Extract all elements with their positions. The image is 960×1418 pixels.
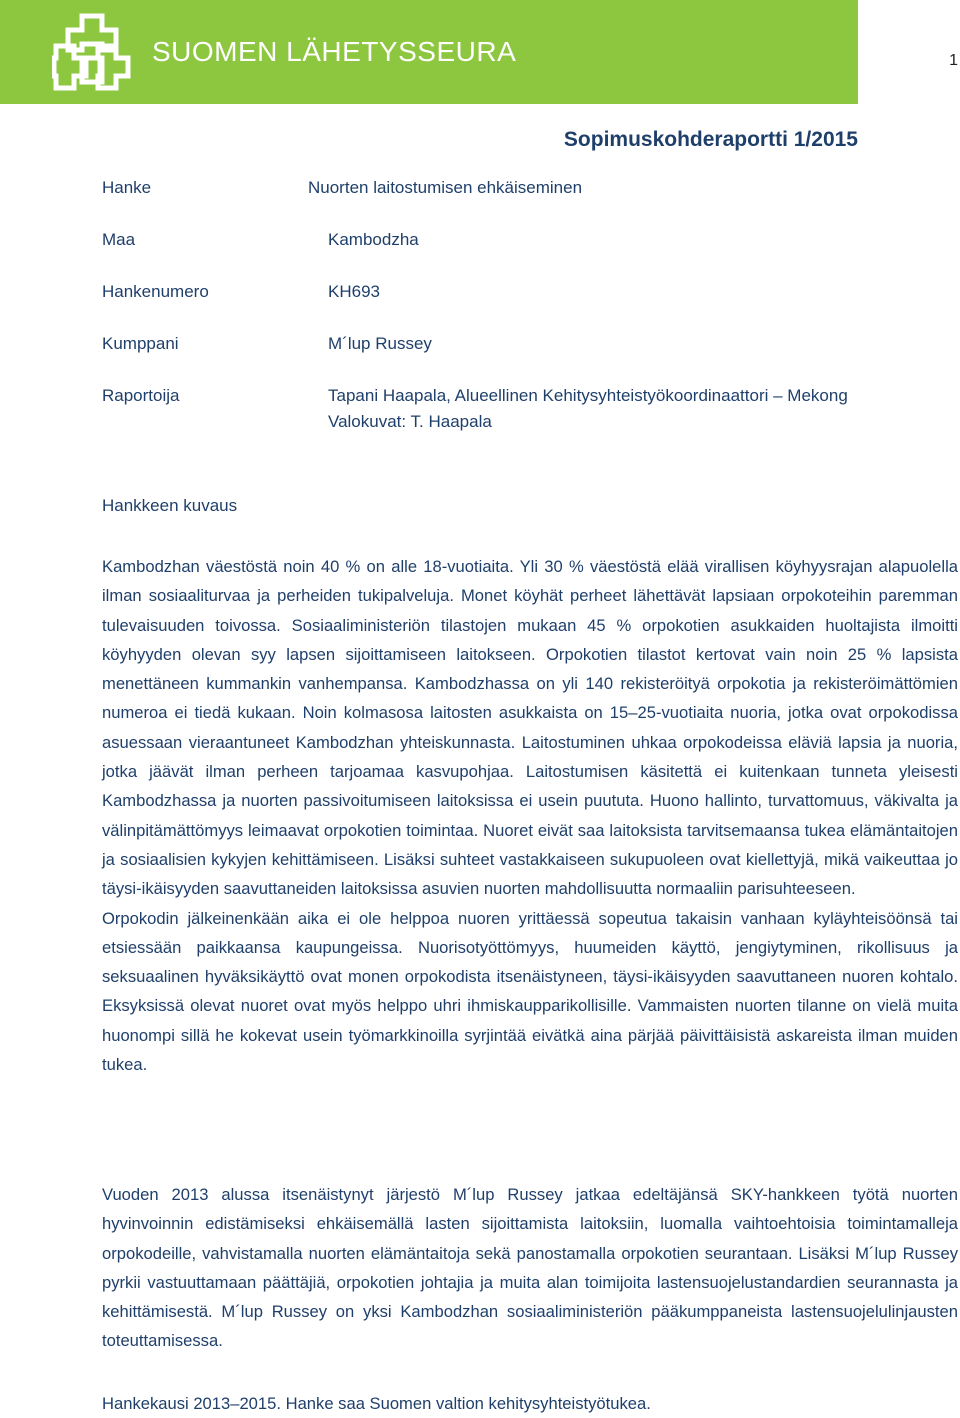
kumppani-value: M´lup Russey bbox=[328, 334, 432, 353]
header-banner bbox=[0, 0, 858, 104]
paragraph: Vuoden 2013 alussa itsenäistynyt järjestö M´lup Russey jatkaa edeltäjänsä SKY-hankkeen työtä nuorten hyvinvoinnin edistämiseksi ehkäisemällä lasten sijoittamista laitoksiin, luomalla vaihtoehtoisia toimintamalleja orpokodeille, vahvistamalla nuorten elämäntaitoja sekä panostamalla orpokotien seurantaan. Lisäksi M´lup Russey pyrkii vastuuttamaan päättäjiä, orpokotien johtajia ja muita alan toimijoita lastensuojelustandardien seurannasta ja kehittämisestä. M´lup Russey on yksi Kambodzhan sosiaaliministeriön pääkumppaneista lastensuojelulinjausten toteuttamisessa. bbox=[102, 1185, 958, 1351]
project-period: Hankekausi 2013–2015. Hanke saa Suomen valtion kehitysyhteistyötukea. bbox=[102, 1394, 651, 1413]
maa-value: Kambodzha bbox=[328, 230, 419, 249]
hanke-value: Nuorten laitostumisen ehkäiseminen bbox=[308, 178, 583, 197]
description-body bbox=[102, 552, 958, 1079]
photo-credit: Valokuvat: T. Haapala bbox=[328, 412, 492, 431]
raportoija-value: Tapani Haapala, Alueellinen Kehitysyhteistyökoordinaattori – Mekong bbox=[328, 386, 848, 405]
paragraph: Kambodzhan väestöstä noin 40 % on alle 18-vuotiaita. Yli 30 % väestöstä elää virallisen köyhyysrajan alapuolella ilman sosiaaliturvaa ja perheiden tukipalveluja. Monet köyhät perheet lähettävät lapsiaan orpokoteihin paremman tulevaisuuden toivossa. Sosiaaliministeriön tilastojen mukaan 45 % orpokotien asukkaiden huoltajista ilmoitti köyhyyden olevan syy lapsen sijoittamiseen laitokseen. Orpokotien tilastot kertovat vain noin 25 % lapsista menettäneen kummankin vanhempansa. Kambodzhassa on yli 140 rekisteröityä orpokotia ja rekisteröimättömien numeroa ei tiedä kukaan. Noin kolmasosa laitosten asukkaista on 15–25-vuotiaita nuoria, jotka ovat orpokodissa asuessaan vieraantuneet Kambodzhan yhteiskunnasta. Laitostuminen uhkaa orpokodeissa eläviä lapsia ja nuoria, jotka jäävät ilman perheen tarjoamaa kasvupohjaa. Laitostumisen käsitettä ei kuitenkaan tunneta yleisesti Kambodzhassa ja nuorten passivoitumiseen laitoksissa ei usein puututa. Huono hallinto, turvattomuus, väkivalta ja välinpitämättömyys leimaavat orpokotien toimintaa. Nuoret eivät saa laitoksista tarvitsemaansa tukea elämäntaitojen ja sosiaalisien kykyjen kehittämiseen. Lisäksi suhteet vastakkaiseen sukupuoleen ovat kiellettyjä, mikä vaikeuttaa jo täysi-ikäisyyden saavuttaneiden laitoksissa asuvien nuorten mahdollisuutta normaaliin parisuhteeseen. bbox=[102, 557, 958, 899]
hankenumero-value: KH693 bbox=[328, 282, 380, 301]
brand-name: SUOMEN LÄHETYSSEURA bbox=[152, 36, 517, 67]
paragraph: Orpokodin jälkeinenkään aika ei ole helppoa nuoren yrittäessä sopeutua takaisin vanhaan kyläyhteisöönsä tai etsiessään paikkaansa kaupungeissa. Nuorisotyöttömyys, huumeiden käyttö, jengiytyminen, rikollisuus ja seksuaalinen hyväksikäyttö ovat monen orpokodista itsenäistyneen, täysi-ikäisyyden saavuttaneen nuoren kohtalo. Eksyksissä olevat nuoret ovat myös helppo uhri ihmiskaupparikollisille. Vammaisten nuorten tilanne on vielä muita huonompi sillä he kokevat usein työmarkkinoilla syrjintää eivätkä aina pärjää päivittäisistä askareista ilman muiden tukea. bbox=[102, 908, 958, 1075]
page-number: 1 bbox=[949, 52, 958, 69]
hankenumero-label: Hankenumero bbox=[102, 282, 209, 301]
report-title: Sopimuskohderaportti 1/2015 bbox=[563, 128, 858, 151]
kumppani-label: Kumppani bbox=[102, 334, 179, 353]
cross-pattern-icon bbox=[52, 12, 132, 92]
hanke-label: Hanke bbox=[102, 178, 152, 197]
maa-label: Maa bbox=[102, 230, 136, 249]
section-heading: Hankkeen kuvaus bbox=[102, 496, 238, 515]
raportoija-label: Raportoija bbox=[102, 386, 180, 405]
partner-body bbox=[102, 1180, 958, 1356]
